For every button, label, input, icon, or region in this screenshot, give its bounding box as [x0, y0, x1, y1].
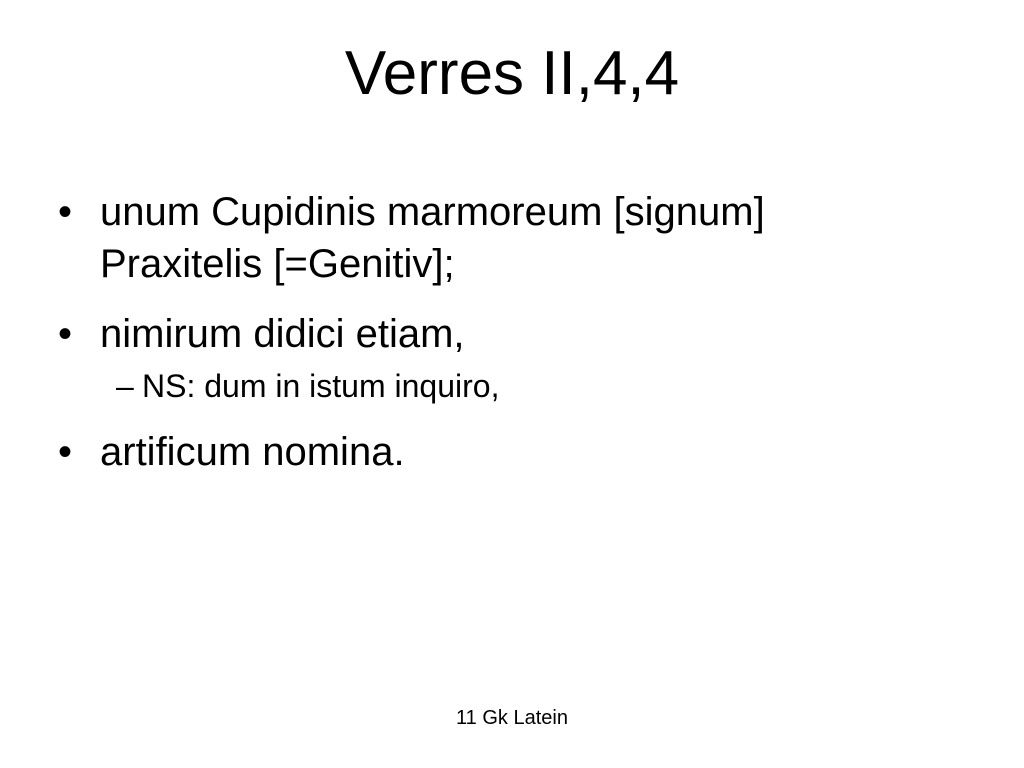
bullet-marker: • [58, 430, 73, 474]
bullet-line: artificum nomina. [100, 430, 405, 474]
bullet-marker: • [58, 312, 73, 356]
bullet-line: unum Cupidinis marmoreum [signum] [100, 190, 765, 234]
bullet-list [58, 186, 958, 478]
bullet-line: nimirum didici etiam, [100, 312, 465, 356]
slide-title: Verres II,4,4 [344, 39, 680, 108]
sub-bullet-line: NS: dum in istum inquiro, [142, 368, 500, 404]
bullet-marker: • [58, 190, 73, 234]
bullet-item [58, 308, 958, 360]
slide-footer: 11 Gk Latein [456, 707, 568, 729]
bullet-line: Praxitelis [=Genitiv]; [100, 242, 455, 286]
sub-bullet-item [116, 364, 958, 408]
dash-marker: – [116, 368, 134, 404]
bullet-item [58, 426, 958, 478]
bullet-item [58, 186, 958, 290]
